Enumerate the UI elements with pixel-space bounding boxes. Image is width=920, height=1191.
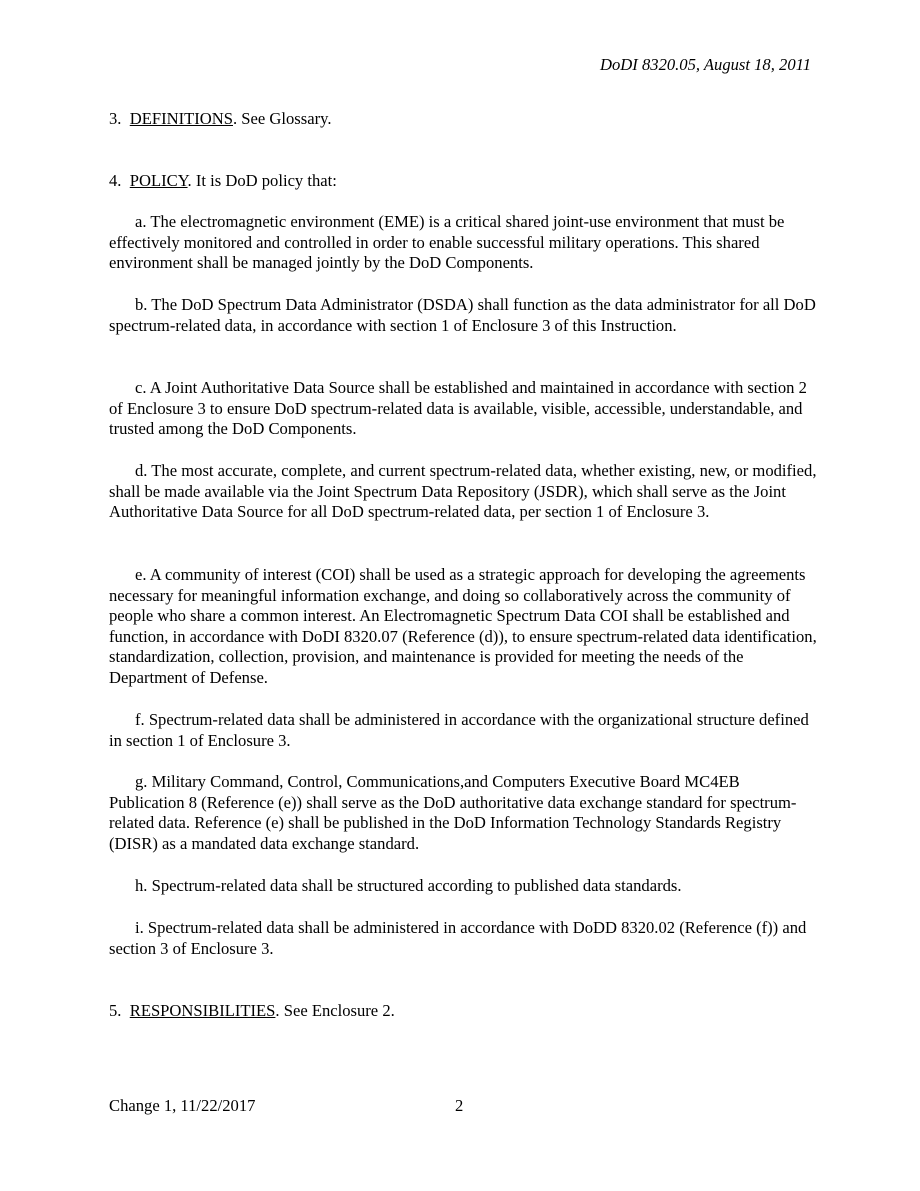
- policy-item-i: i. Spectrum-related data shall be administered in accordance with DoDD 8320.02 (Reference (f)) and section 3 of Enclosure 3.: [109, 918, 807, 958]
- section-heading: RESPONSIBILITIES: [129, 1001, 276, 1020]
- policy-item-f: f. Spectrum-related data shall be administered in accordance with the organizational structure defined in section 1 of Enclosure 3.: [109, 710, 809, 750]
- policy-item-e: e. A community of interest (COI) shall be used as a strategic approach for developing the agreements necessary for meaningful information exchange, and doing so collaboratively across the community of people who share a common interest. An Electromagnetic Spectrum Data COI shall be established and function, in accordance with DoDI 8320.07 (Reference (d)), to ensure spectrum-related data identification, standardization, collection, provision, and maintenance is provided for meeting the needs of the Department of Defense.: [109, 565, 817, 687]
- section-number: 4.: [109, 171, 122, 190]
- section-heading: DEFINITIONS: [129, 109, 233, 128]
- section-heading: POLICY: [129, 171, 188, 190]
- footer-page-number: 2: [455, 1096, 464, 1115]
- policy-item-c: c. A Joint Authoritative Data Source shall be established and maintained in accordance with section 2 of Enclosure 3 to ensure DoD spectrum-related data is available, visible, accessible, understandable, and trusted among the DoD Components.: [109, 378, 807, 439]
- section-text: . See Glossary.: [233, 109, 332, 128]
- section-number: 5.: [109, 1001, 122, 1020]
- section-text: . See Enclosure 2.: [275, 1001, 395, 1020]
- policy-item-g: g. Military Command, Control, Communications,and Computers Executive Board MC4EB Publication 8 (Reference (e)) shall serve as the DoD authoritative data exchange standard for spectrum-related data. Reference (e) shall be published in the DoD Information Technology Standards Registry (DISR) as a mandated data exchange standard.: [109, 772, 797, 853]
- section-definitions: [109, 109, 815, 130]
- policy-item-d: d. The most accurate, complete, and current spectrum-related data, whether existing, new, or modified, shall be made available via the Joint Spectrum Data Repository (JSDR), which shall serve as the Joint Authoritative Data Source for all DoD spectrum-related data, per section 1 of Enclosure 3.: [109, 461, 817, 522]
- footer-change-note: Change 1, 11/22/2017: [109, 1096, 256, 1115]
- section-text: . It is DoD policy that:: [187, 171, 337, 190]
- policy-item-b: b. The DoD Spectrum Data Administrator (DSDA) shall function as the data administrator for all DoD spectrum-related data, in accordance with section 1 of Enclosure 3 of this Instruction.: [109, 295, 816, 335]
- section-policy: [109, 171, 815, 192]
- section-responsibilities: [109, 1001, 815, 1022]
- policy-item-h: h. Spectrum-related data shall be structured according to published data standards.: [135, 876, 682, 895]
- policy-item-a: a. The electromagnetic environment (EME) is a critical shared joint-use environment that must be effectively monitored and controlled in order to enable successful military operations. This shared environment shall be managed jointly by the DoD Components.: [109, 212, 785, 273]
- document-reference-header: DoDI 8320.05, August 18, 2011: [600, 55, 811, 74]
- section-number: 3.: [109, 109, 122, 128]
